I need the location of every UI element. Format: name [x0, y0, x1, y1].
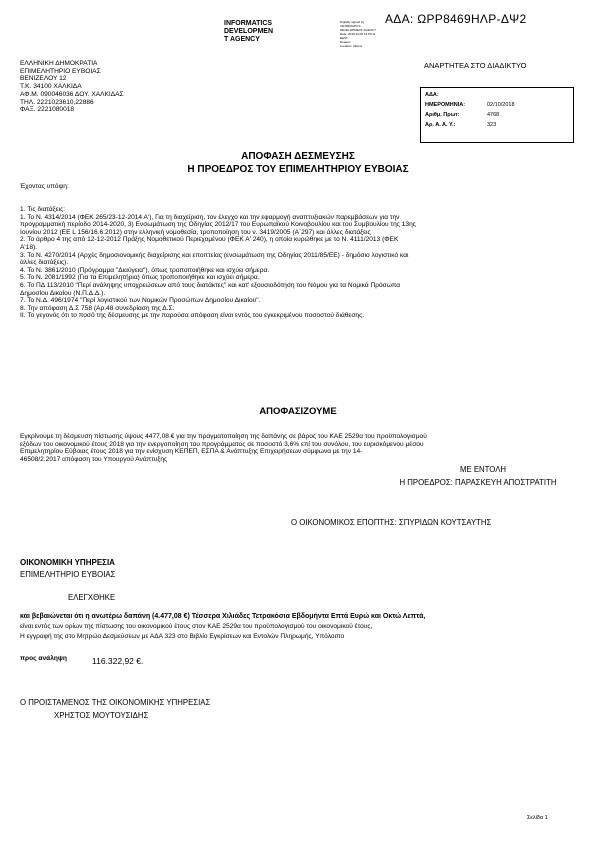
stamp-detail: Digitally signed by	[340, 20, 365, 24]
provision-line: 6. Το ΠΔ 113/2010 "Περί ανάληψης υποχρεώσεων από τους διατάκτες" και κατ' εξουσιοδότηση του Νόμου για τα Νομικά Πρόσωπα	[20, 281, 401, 289]
stamp-details	[340, 20, 380, 48]
page-number: Σελίδα 1	[527, 815, 548, 821]
provision-line: 7. Το Ν.Δ. 496/1974 "Περί λογιστικού των Νομικών Προσώπων Δημοσίου Δικαίου".	[20, 297, 261, 305]
sender-line: ΒΕΝΙΖΕΛΟΥ 12	[20, 75, 67, 83]
provision-line: Α'18).	[20, 243, 38, 251]
decision-line: 46508/2.2017 απόφαση του Υπουργού Ανάπτυξης	[20, 455, 168, 463]
provision-line: 4. Το Ν. 3861/2010 (Πρόγραμμα "Διαύγεια"), όπως τροποποιήθηκε και ισχύει σήμερα.	[20, 266, 270, 274]
info-row	[421, 110, 573, 120]
decision-line: Εγκρίνουμε τη δέσμευση πίστωσης ύψους 4477,08 € για την πραγματοποίηση της δαπάνης σε βάρος του ΚΑΕ 2529α του προϋπολογισμού	[20, 433, 427, 440]
sender-line: Τ.Κ. 34100 ΧΑΛΚΙΔΑ	[20, 83, 82, 91]
stamp-detail: Location: Athens	[340, 44, 363, 48]
remaining-value: 116.322,92 €.	[92, 656, 144, 666]
posted-online-label: ΑΝΑΡΤΗΤΕΑ ΣΤΟ ΔΙΑΔΙΚΤΥΟ	[424, 61, 527, 70]
info-value: 323	[487, 122, 497, 128]
stamp-line: T AGENCY	[224, 36, 260, 43]
provision-line: 5. Το Ν. 2081/1992 (Για τα Επιμελητήρια) όπως τροποποιήθηκε και ισχύει σήμερα.	[20, 274, 260, 282]
certification-line: Η εγγραφή της στο Μητρώο Δεσμεύσεων με ΑΔΑ 323 στο Βιβλίο Εγκρίσεων και Εντολών Πληρωμής, Υπόλοιπο	[20, 633, 345, 640]
stamp-line: INFORMATICS	[224, 20, 273, 27]
signature-stamp	[224, 20, 374, 50]
provision-line: 3. Το Ν. 4270/2014 (Αρχές δημοσιονομικής διαχείρισης και εποπτείας (ενσωμάτωση της Οδηγίας 2011/85/ΕΕ) - δημόσιο λογιστικό και	[20, 251, 409, 259]
checked-label: ΕΛΕΓΧΘΗΚΕ	[68, 593, 116, 602]
stamp-detail: DEVELOPMENT AGENCY	[340, 28, 376, 32]
provision-line: προγραμματική περίοδο 2014-2020, 3) Ενσωμάτωση της Οδηγίας 2012/17 του Ευρωπαϊκού Κοινοβουλίου και του Συμβουλίου της 13ης	[20, 221, 416, 229]
info-label: Αρ. Α. Α. Υ.:	[425, 122, 456, 128]
info-row	[421, 100, 573, 110]
provisions-block	[20, 206, 580, 320]
info-value: 02/10/2018	[487, 102, 515, 108]
info-label: Αριθμ. Πρωτ:	[425, 112, 460, 118]
info-row	[421, 90, 573, 100]
stamp-detail: Reason:	[340, 40, 352, 44]
certification-block	[20, 612, 580, 642]
info-row	[421, 120, 573, 130]
president-signature: Η ΠΡΟΕΔΡΟΣ: ΠΑΡΑΣΚΕΥΗ ΑΠΟΣΤΡΑΤΙΤΗ	[399, 478, 557, 487]
decision-line: Επιμελητηρίου Εύβοιας έτους 2018 για την ενίσχυση ΚΕΠΕΠ, ΕΣΠΑ & Ανάπτυξης Επιχειρήσεων σύμφωνα με την 14-	[20, 448, 363, 456]
head-title: Ο ΠΡΟΙΣΤΑΜΕΝΟΣ ΤΗΣ ΟΙΚΟΝΟΜΙΚΗΣ ΥΠΗΡΕΣΙΑΣ	[20, 698, 211, 707]
provision-line: 8. Την απόφαση Δ.Σ 758 (Αρ.48 συνεδρίαση της Δ.Σ.	[20, 304, 175, 312]
stamp-line: DEVELOPMEN	[224, 28, 274, 35]
provision-line: Ιουνίου 2012 (ΕΕ L 156/16.6.2012) στην ελληνική νομοθεσία, τροποποίηση του ν. 3419/2005 (Α΄297) και άλλες διατάξεις	[20, 228, 371, 236]
info-label: ΗΜΕΡΟΜΗΝΙΑ:	[425, 102, 466, 108]
by-order: ΜΕ ΕΝΤΟΛΗ	[459, 465, 507, 474]
sender-line: ΤΗΛ. 2221023610,22886	[20, 98, 94, 106]
info-box	[420, 87, 574, 143]
remaining-label: προς ανάληψη	[20, 655, 67, 662]
provision-line: II. Το γεγονός ότι το ποσό της δέσμευσης με την παρούσα απόφαση είναι εντός του εγκεκριμένου ποσοστού διάθεσης.	[20, 312, 365, 320]
sender-address	[20, 60, 124, 114]
document-subtitle: Η ΠΡΟΕΔΡΟΣ ΤΟΥ ΕΠΙΜΕΛΗΤΗΡΙΟΥ ΕΥΒΟΙΑΣ	[187, 164, 409, 175]
decision-block	[20, 433, 580, 463]
ada-code: ΑΔΑ: ΩΡΡ8469ΗΛΡ-ΔΨ2	[385, 12, 527, 26]
provision-line: άλλες διατάξεις).	[20, 259, 69, 267]
sender-line: ΕΛΛΗΝΙΚΗ ΔΗΜΟΚΡΑΤΙΑ	[20, 60, 98, 67]
sender-line: ΦΑΞ. 2221080018	[20, 106, 75, 114]
certification-line: είναι εντός των ορίων της πίστωσης του οικονομικού έτους στον ΚΑΕ 2529α του προϋπολογισμού του οικονομικού έτους,	[20, 623, 373, 630]
decision-line: εξόδων του οικονομικού έτους 2018 για την ενεργοποίηση του προγράμματος σε ποσοστό 3,6% επί του συνόλου, του ευρισκόμενου μέσου	[20, 440, 424, 448]
decide-heading: ΑΠΟΦΑΣΙΖΟΥΜΕ	[259, 406, 337, 417]
having-regard: Έχοντας υπόψη:	[20, 183, 69, 190]
info-label: ΑΔΑ:	[425, 92, 439, 98]
certification-line: και βεβαιώνεται ότι η ανωτέρω δαπάνη (4.477,08 €) Τέσσερα Χιλιάδες Τετρακόσια Εβδομήντα Επτά Ευρώ και Οκτώ Λεπτά,	[20, 613, 426, 620]
provision-line: Δημοσίου Δικαίου (Ν.Π.Δ.Δ.).	[20, 289, 106, 297]
stamp-detail: INFORMATICS	[340, 24, 361, 28]
provision-line: 2. Το άρθρο 4 της από 12-12-2012 Πράξης Νομοθετικού Περιεχομένου (ΦΕΚ Α' 240), η οποία κυρώθηκε με το Ν. 4111/2013 (ΦΕΚ	[20, 236, 399, 244]
provisions-heading: 1. Τις διατάξεις:	[20, 206, 66, 213]
sender-line: ΕΠΙΜΕΛΗΤΗΡΙΟ ΕΥΒΟΙΑΣ	[20, 67, 101, 75]
stamp-detail: Date: 2018.10.05 13:59:11	[340, 32, 376, 36]
head-name: ΧΡΗΣΤΟΣ ΜΟΥΤΟΥΣΙΔΗΣ	[54, 711, 149, 720]
finance-service-title: ΟΙΚΟΝΟΜΙΚΗ ΥΠΗΡΕΣΙΑ	[20, 558, 115, 567]
sender-line: ΑΦ.Μ. 090046036 ΔΟΥ. ΧΑΛΚΙΔΑΣ	[20, 90, 124, 98]
financial-controller: Ο ΟΙΚΟΝΟΜΙΚΟΣ ΕΠΟΠΤΗΣ: ΣΠΥΡΙΔΩΝ ΚΟΥΤΣΑΥΤΗΣ	[291, 518, 492, 527]
stamp-detail: EEST	[340, 36, 348, 40]
document-title: ΑΠΟΦΑΣΗ ΔΕΣΜΕΥΣΗΣ	[241, 151, 355, 162]
provision-line: 1. Το Ν. 4314/2014 (ΦΕΚ 265/23-12-2014 Α'), Για τη διαχείριση, τον έλεγχο και την εφαρμογή αναπτυξιακών παρεμβάσεων για την	[20, 213, 400, 221]
info-value: 4768	[487, 112, 500, 118]
chamber-name: ΕΠΙΜΕΛΗΤΗΡΙΟ ΕΥΒΟΙΑΣ	[20, 570, 116, 579]
